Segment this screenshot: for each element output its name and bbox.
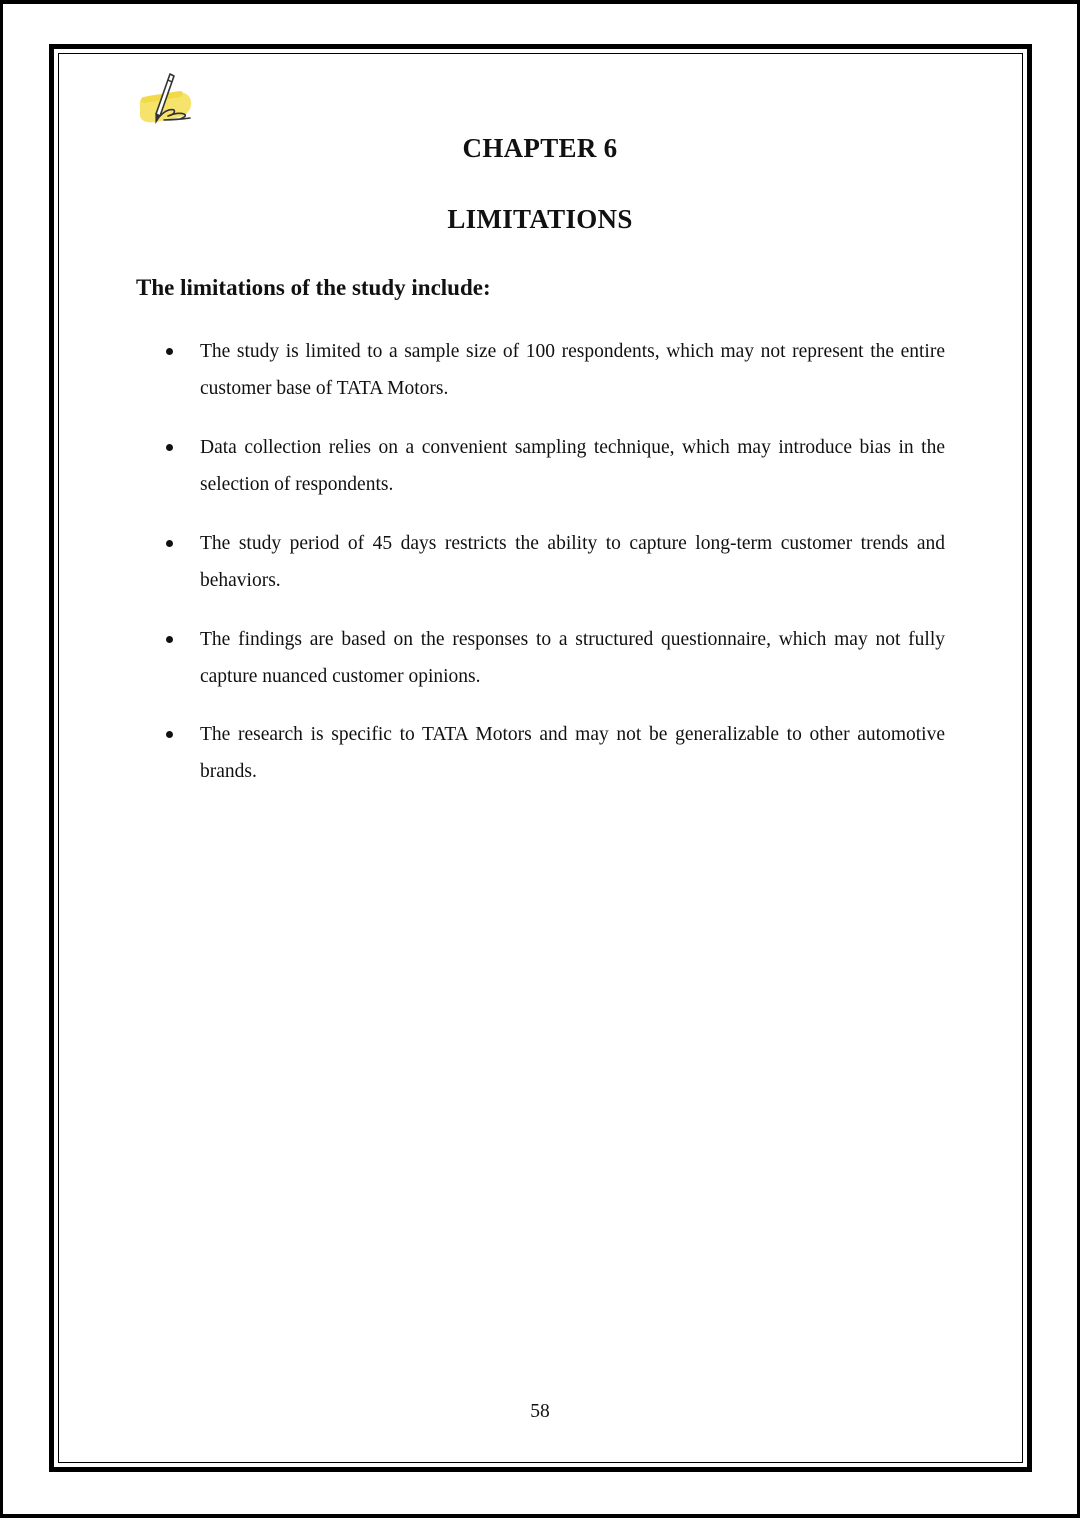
chapter-label: CHAPTER 6: [462, 133, 618, 163]
list-item-text: The findings are based on the responses to a structured questionnaire, which may not fully capture nuanced customer opinions.: [200, 629, 945, 687]
bullet-icon: [166, 636, 173, 643]
bullet-icon: [166, 444, 173, 451]
list-item-text: Data collection relies on a convenient sampling technique, which may introduce bias in the selection of respondents.: [200, 437, 945, 495]
page-number: 58: [530, 1401, 550, 1422]
list-item-text: The study is limited to a sample size of 100 respondents, which may not represent the entire customer base of TATA Motors.: [200, 341, 945, 399]
chapter-title: LIMITATIONS: [447, 204, 633, 234]
list-item-text: The study period of 45 days restricts the ability to capture long-term customer trends and behaviors.: [200, 533, 945, 591]
bullet-icon: [166, 348, 173, 355]
bullet-icon: [166, 540, 173, 547]
limitations-heading: The limitations of the study include:: [136, 275, 491, 300]
bullet-icon: [166, 731, 173, 738]
list-item-text: The research is specific to TATA Motors and may not be generalizable to other automotive brands.: [200, 724, 945, 782]
pen-writing-icon: [134, 72, 200, 132]
